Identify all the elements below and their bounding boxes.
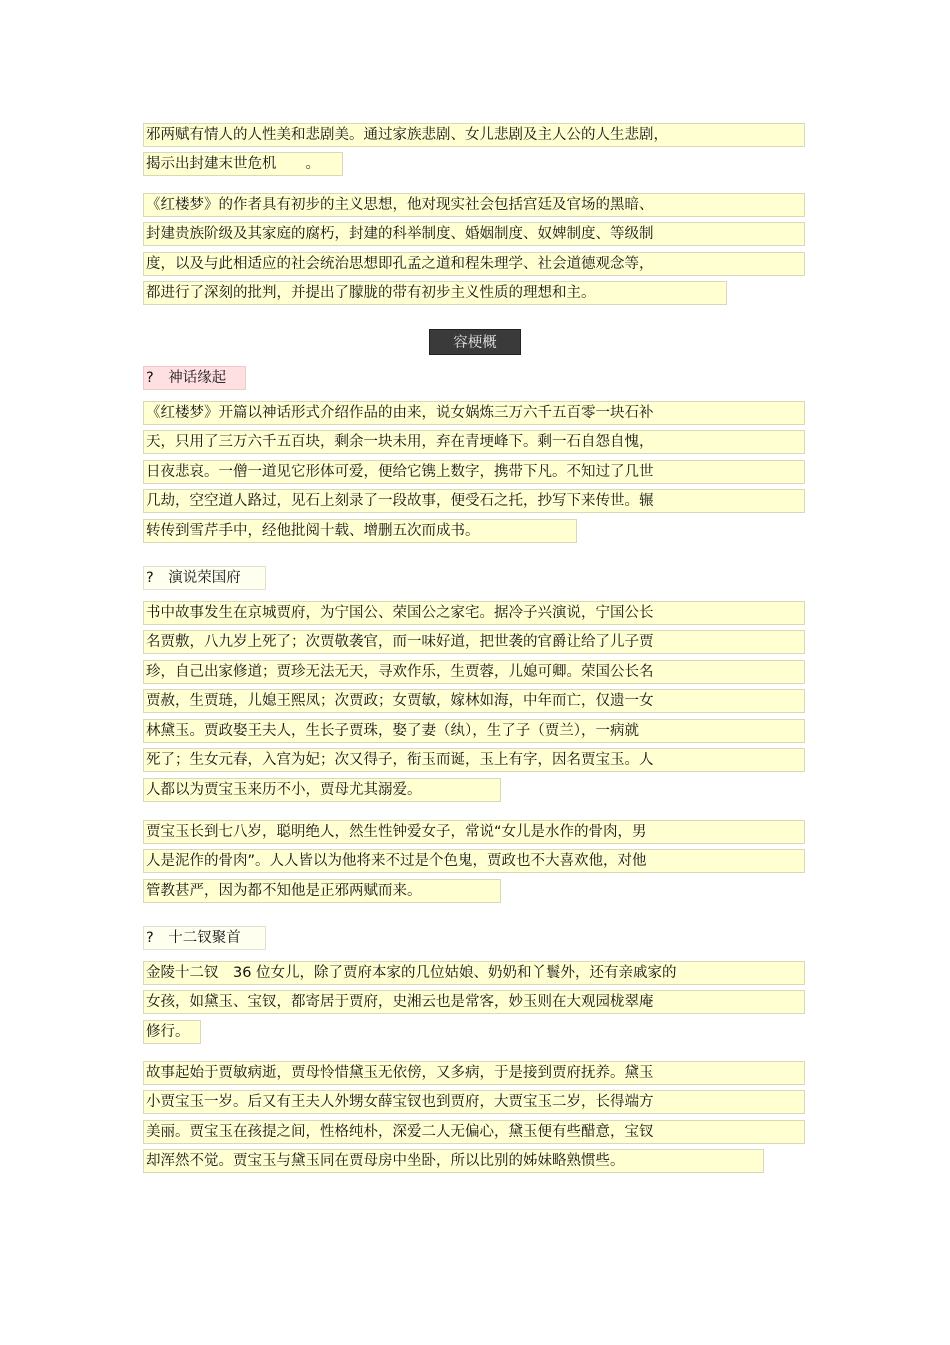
author-para-line: 度，以及与此相适应的社会统治思想即孔孟之道和程朱理学、社会道德观念等， [143, 252, 805, 276]
myth-para-line: 转传到雪芹手中，经他批阅十载、增删五次而成书。 [143, 519, 577, 543]
section-heading-rongguo: ? 演说荣国府 [143, 566, 266, 590]
rongguo-para-line: 人都以为贾宝玉来历不小，贾母尤其溺爱。 [143, 778, 501, 802]
rongguo-para-line: 名贾敷，八九岁上死了；次贾敬袭官，而一味好道，把世袭的官爵让给了儿子贾 [143, 630, 805, 654]
author-para-line: 都进行了深刻的批判，并提出了朦胧的带有初步主义性质的理想和主。 [143, 281, 727, 305]
rongguo-para-line: 贾赦，生贾琏，儿媳王熙凤；次贾政；女贾敏，嫁林如海，中年而亡，仅遗一女 [143, 689, 805, 713]
section-banner: 容梗概 [429, 329, 521, 355]
daiyu-para-line: 却浑然不觉。贾宝玉与黛玉同在贾母房中坐卧，所以比别的姊妹略熟惯些。 [143, 1149, 764, 1173]
author-para-line: 封建贵族阶级及其家庭的腐朽，封建的科举制度、婚姻制度、奴婢制度、等级制 [143, 222, 805, 246]
twelve-para-line: 金陵十二钗 36 位女儿，除了贾府本家的几位姑娘、奶奶和丫鬟外，还有亲戚家的 [143, 961, 805, 985]
rongguo-para-line: 死了；生女元春，入宫为妃；次又得子，衔玉而诞，玉上有字，因名贾宝玉。人 [143, 748, 805, 772]
myth-para-line: 日夜悲哀。一僧一道见它形体可爱，便给它镌上数字，携带下凡。不知过了几世 [143, 460, 805, 484]
baoyu-para-line: 人是泥作的骨肉”。人人皆以为他将来不过是个色鬼，贾政也不大喜欢他，对他 [143, 849, 805, 873]
myth-para-line: 天，只用了三万六千五百块，剩余一块未用，弃在青埂峰下。剩一石自怨自愧， [143, 430, 805, 454]
section-heading-twelve: ? 十二钗聚首 [143, 926, 266, 950]
daiyu-para-line: 故事起始于贾敏病逝，贾母怜惜黛玉无依傍，又多病，于是接到贾府抚养。黛玉 [143, 1061, 805, 1085]
author-para-line: 《红楼梦》的作者具有初步的主义思想，他对现实社会包括宫廷及官场的黑暗、 [143, 193, 805, 217]
myth-para-line: 几劫，空空道人路过，见石上刻录了一段故事，便受石之托，抄写下来传世。辗 [143, 489, 805, 513]
intro-line: 揭示出封建末世危机 。 [143, 152, 343, 176]
intro-line: 邪两赋有情人的人性美和悲剧美。通过家族悲剧、女儿悲剧及主人公的人生悲剧， [143, 123, 805, 147]
twelve-para-line: 修行。 [143, 1020, 201, 1044]
baoyu-para-line: 贾宝玉长到七八岁，聪明绝人，然生性钟爱女子，常说“女儿是水作的骨肉，男 [143, 820, 805, 844]
daiyu-para-line: 美丽。贾宝玉在孩提之间，性格纯朴，深爱二人无偏心，黛玉便有些醋意，宝钗 [143, 1120, 805, 1144]
section-heading-myth: ? 神话缘起 [143, 366, 246, 390]
daiyu-para-line: 小贾宝玉一岁。后又有王夫人外甥女薛宝钗也到贾府，大贾宝玉二岁，长得端方 [143, 1090, 805, 1114]
rongguo-para-line: 珍，自己出家修道；贾珍无法无天，寻欢作乐，生贾蓉，儿媳可卿。荣国公长名 [143, 660, 805, 684]
twelve-para-line: 女孩，如黛玉、宝钗，都寄居于贾府，史湘云也是常客，妙玉则在大观园栊翠庵 [143, 990, 805, 1014]
myth-para-line: 《红楼梦》开篇以神话形式介绍作品的由来，说女娲炼三万六千五百零一块石补 [143, 401, 805, 425]
rongguo-para-line: 林黛玉。贾政娶王夫人，生长子贾珠，娶了妻（纨），生了子（贾兰），一病就 [143, 719, 805, 743]
baoyu-para-line: 管教甚严，因为都不知他是正邪两赋而来。 [143, 879, 501, 903]
rongguo-para-line: 书中故事发生在京城贾府，为宁国公、荣国公之家宅。据冷子兴演说，宁国公长 [143, 601, 805, 625]
